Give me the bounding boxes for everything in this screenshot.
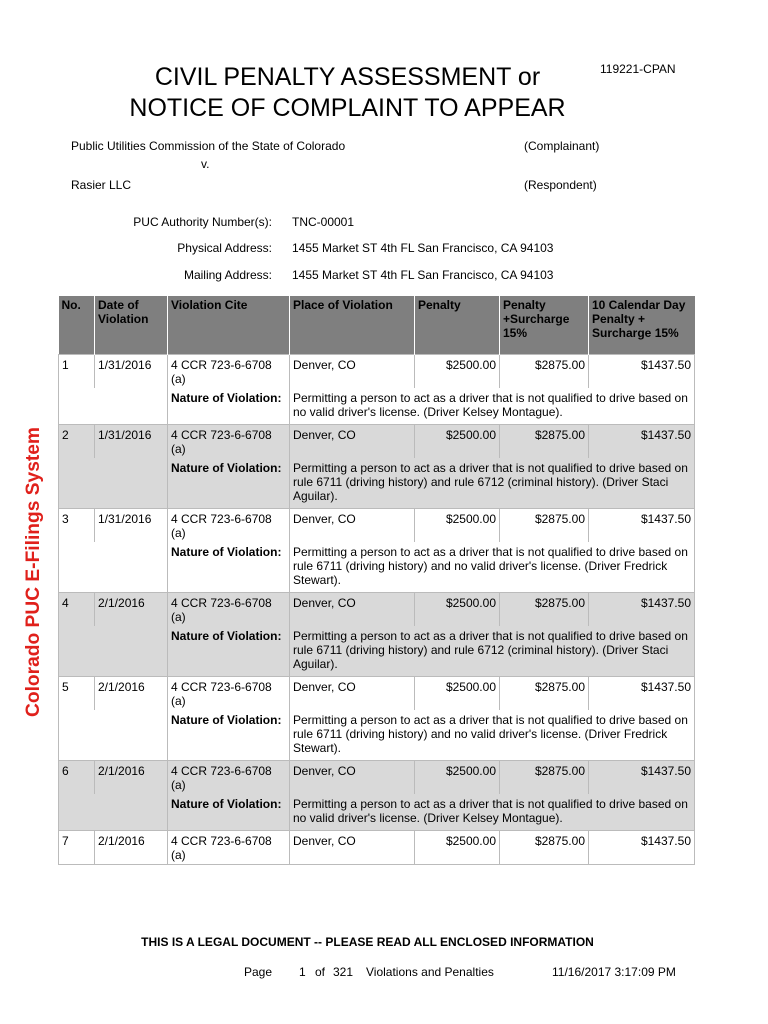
legal-notice: THIS IS A LEGAL DOCUMENT -- PLEASE READ ALL ENCLOSED INFORMATION	[141, 935, 594, 949]
row-penalty: $2500.00	[415, 676, 500, 710]
nature-label: Nature of Violation:	[168, 794, 290, 831]
row-ten-day: $1437.50	[589, 508, 695, 542]
nature-spacer	[59, 542, 168, 593]
row-place: Denver, CO	[290, 830, 415, 864]
row-number: 4	[59, 592, 95, 626]
row-number: 7	[59, 830, 95, 864]
row-cite: 4 CCR 723-6-6708 (a)	[168, 676, 290, 710]
document-title	[0, 62, 695, 124]
row-penalty: $2500.00	[415, 760, 500, 794]
row-date: 2/1/2016	[95, 830, 168, 864]
row-date: 2/1/2016	[95, 676, 168, 710]
nature-text: Permitting a person to act as a driver that is not qualified to drive based on no valid driver's license. (Driver Kelsey Montague).	[290, 388, 695, 425]
nature-spacer	[59, 794, 168, 831]
respondent-name: Rasier LLC	[71, 178, 132, 192]
document-id: 119221-CPAN	[600, 62, 676, 76]
row-penalty: $2500.00	[415, 592, 500, 626]
row-date: 2/1/2016	[95, 592, 168, 626]
row-place: Denver, CO	[290, 354, 415, 388]
row-place: Denver, CO	[290, 676, 415, 710]
title-line-1: CIVIL PENALTY ASSESSMENT or	[154, 63, 541, 91]
row-number: 6	[59, 760, 95, 794]
nature-label: Nature of Violation:	[168, 388, 290, 425]
table-row	[59, 508, 695, 542]
row-place: Denver, CO	[290, 508, 415, 542]
row-surcharge: $2875.00	[500, 676, 589, 710]
nature-row	[59, 388, 695, 425]
row-cite: 4 CCR 723-6-6708 (a)	[168, 760, 290, 794]
header-date: Date of Violation	[95, 296, 168, 354]
row-date: 1/31/2016	[95, 354, 168, 388]
row-cite: 4 CCR 723-6-6708 (a)	[168, 592, 290, 626]
row-surcharge: $2875.00	[500, 508, 589, 542]
row-place: Denver, CO	[290, 424, 415, 458]
table-header-row	[59, 296, 695, 354]
row-number: 2	[59, 424, 95, 458]
row-number: 5	[59, 676, 95, 710]
nature-text: Permitting a person to act as a driver that is not qualified to drive based on rule 6711 (driving history) and no valid driver's license. (Driver Fredrick Stewart).	[290, 542, 695, 593]
row-ten-day: $1437.50	[589, 676, 695, 710]
row-number: 3	[59, 508, 95, 542]
row-penalty: $2500.00	[415, 830, 500, 864]
efiling-stamp	[10, 425, 50, 720]
header-place: Place of Violation	[290, 296, 415, 354]
row-cite: 4 CCR 723-6-6708 (a)	[168, 354, 290, 388]
nature-row	[59, 458, 695, 509]
row-penalty: $2500.00	[415, 508, 500, 542]
nature-label: Nature of Violation:	[168, 710, 290, 761]
nature-row	[59, 542, 695, 593]
violations-table	[58, 296, 695, 865]
header-surcharge: Penalty +Surcharge 15%	[500, 296, 589, 354]
row-place: Denver, CO	[290, 760, 415, 794]
row-surcharge: $2875.00	[500, 592, 589, 626]
footer-total-pages: 321	[333, 965, 354, 979]
row-date: 1/31/2016	[95, 508, 168, 542]
physical-address-label: Physical Address:	[177, 241, 272, 255]
versus-label: v.	[201, 157, 210, 171]
nature-spacer	[59, 710, 168, 761]
header-penalty: Penalty	[415, 296, 500, 354]
table-row	[59, 592, 695, 626]
row-date: 1/31/2016	[95, 424, 168, 458]
complainant-role: (Complainant)	[524, 139, 600, 153]
nature-text: Permitting a person to act as a driver that is not qualified to drive based on no valid driver's license. (Driver Kelsey Montague).	[290, 794, 695, 831]
table-row	[59, 676, 695, 710]
table-row	[59, 760, 695, 794]
nature-row	[59, 710, 695, 761]
row-surcharge: $2875.00	[500, 424, 589, 458]
authority-number-label: PUC Authority Number(s):	[133, 215, 272, 229]
footer-section: Violations and Penalties	[366, 965, 494, 979]
footer-page-label: Page	[244, 965, 273, 979]
footer-of-label: of	[315, 965, 326, 979]
row-ten-day: $1437.50	[589, 424, 695, 458]
row-surcharge: $2875.00	[500, 354, 589, 388]
efiling-stamp-text: Colorado PUC E-Filings System	[23, 429, 44, 717]
mailing-address-value: 1455 Market ST 4th FL San Francisco, CA 94103	[292, 268, 554, 282]
nature-spacer	[59, 626, 168, 677]
nature-text: Permitting a person to act as a driver that is not qualified to drive based on rule 6711 (driving history) and rule 6712 (criminal history). (Driver Staci Aguilar).	[290, 458, 695, 509]
row-ten-day: $1437.50	[589, 354, 695, 388]
table-row	[59, 830, 695, 864]
nature-row	[59, 626, 695, 677]
row-place: Denver, CO	[290, 592, 415, 626]
footer-timestamp: 11/16/2017 3:17:09 PM	[552, 965, 676, 979]
nature-label: Nature of Violation:	[168, 626, 290, 677]
violations-body	[59, 354, 695, 864]
row-ten-day: $1437.50	[589, 830, 695, 864]
row-date: 2/1/2016	[95, 760, 168, 794]
nature-row	[59, 794, 695, 831]
nature-label: Nature of Violation:	[168, 542, 290, 593]
row-ten-day: $1437.50	[589, 592, 695, 626]
nature-spacer	[59, 388, 168, 425]
row-ten-day: $1437.50	[589, 760, 695, 794]
header-no: No.	[59, 296, 95, 354]
nature-spacer	[59, 458, 168, 509]
row-penalty: $2500.00	[415, 424, 500, 458]
row-cite: 4 CCR 723-6-6708 (a)	[168, 424, 290, 458]
row-cite: 4 CCR 723-6-6708 (a)	[168, 508, 290, 542]
title-line-2: NOTICE OF COMPLAINT TO APPEAR	[129, 94, 566, 122]
row-surcharge: $2875.00	[500, 830, 589, 864]
authority-number-value: TNC-00001	[292, 215, 355, 229]
nature-text: Permitting a person to act as a driver that is not qualified to drive based on rule 6711 (driving history) and no valid driver's license. (Driver Fredrick Stewart).	[290, 710, 695, 761]
header-ten-day: 10 Calendar Day Penalty + Surcharge 15%	[589, 296, 695, 354]
row-number: 1	[59, 354, 95, 388]
respondent-role: (Respondent)	[524, 178, 597, 192]
footer-page-number: 1	[299, 965, 306, 979]
mailing-address-label: Mailing Address:	[183, 268, 272, 282]
row-cite: 4 CCR 723-6-6708 (a)	[168, 830, 290, 864]
row-surcharge: $2875.00	[500, 760, 589, 794]
row-penalty: $2500.00	[415, 354, 500, 388]
physical-address-value: 1455 Market ST 4th FL San Francisco, CA 94103	[292, 241, 554, 255]
nature-label: Nature of Violation:	[168, 458, 290, 509]
nature-text: Permitting a person to act as a driver that is not qualified to drive based on rule 6711 (driving history) and rule 6712 (criminal history). (Driver Staci Aguilar).	[290, 626, 695, 677]
header-cite: Violation Cite	[168, 296, 290, 354]
efiling-stamp-graphic	[10, 425, 50, 720]
complainant-name: Public Utilities Commission of the State of Colorado	[71, 139, 346, 153]
table-row	[59, 354, 695, 388]
table-row	[59, 424, 695, 458]
